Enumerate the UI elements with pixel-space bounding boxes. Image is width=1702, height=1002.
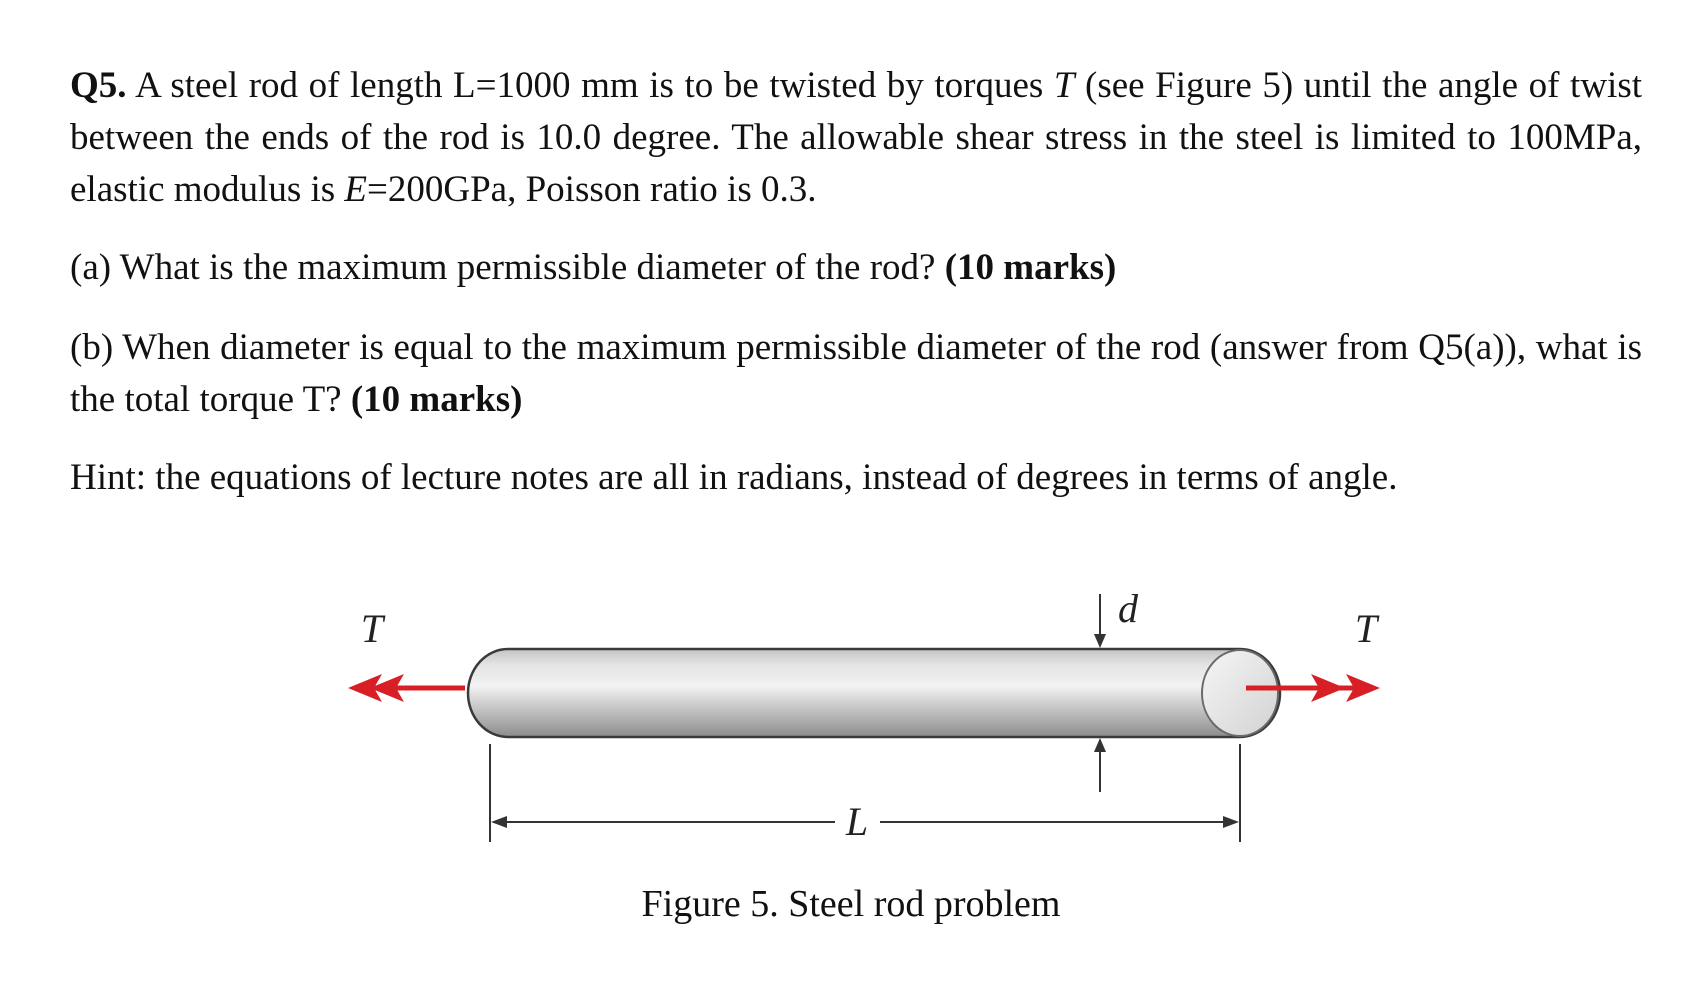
question-number: Q5. xyxy=(70,65,127,106)
intro-text-2: (see Figure 5) until the angle of twist between the ends of the rod is 10.0 degree. The allowable shear stress in the steel is limited to 100MPa, elastic modulus is xyxy=(70,65,1642,210)
figure-caption: Figure 5. Steel rod problem xyxy=(641,883,1061,925)
part-a-text: (a) What is the maximum permissible diameter of the rod? xyxy=(70,247,945,288)
intro-text-3: =200GPa, Poisson ratio is 0.3. xyxy=(367,169,817,210)
intro-text-1: A steel rod of length L=1000 mm is to be twisted by torques xyxy=(126,65,1054,106)
rod-diagram xyxy=(0,570,1702,900)
torque-arrow-left xyxy=(348,674,465,702)
hint-text: Hint: the equations of lecture notes are all in radians, instead of degrees in terms of angle. xyxy=(70,457,1398,498)
part-b-text: (b) When diameter is equal to the maximum permissible diameter of the rod (answer from Q5(a)), what is the total torque T? xyxy=(70,327,1642,420)
torque-label-left: T xyxy=(360,606,384,651)
part-a-marks: (10 marks) xyxy=(944,247,1117,288)
rod-end-face xyxy=(1202,650,1278,736)
intro-torque-symbol: T xyxy=(1053,65,1075,106)
length-label: L xyxy=(845,799,869,844)
figure-5 xyxy=(0,570,1702,900)
question-block xyxy=(70,60,1642,504)
question-intro xyxy=(70,60,1642,216)
torque-label-right: T xyxy=(1354,606,1378,651)
part-b-marks: (10 marks) xyxy=(350,379,523,420)
diameter-label: d xyxy=(1118,586,1138,631)
steel-rod xyxy=(468,649,1280,737)
part-b xyxy=(70,322,1642,426)
intro-modulus-symbol: E xyxy=(344,169,368,210)
part-a xyxy=(70,242,1642,294)
